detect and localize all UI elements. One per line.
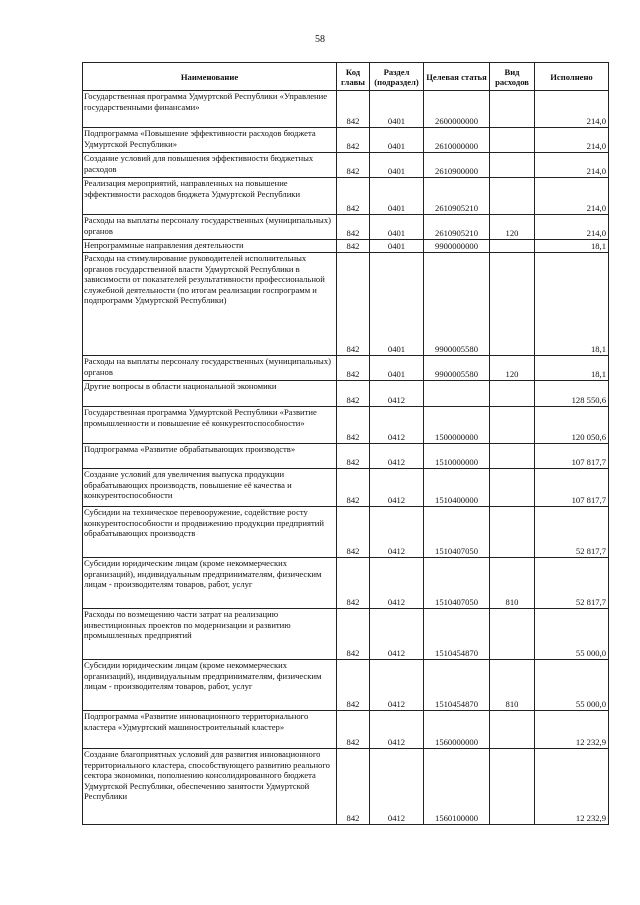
row-razdel: 0412	[370, 749, 424, 825]
table-row	[83, 215, 609, 240]
row-kod: 842	[337, 178, 370, 215]
row-name: Создание благоприятных условий для развития инновационного территориального кластера, способствующего развитию реального сектора экономики, пополнению консолидированного бюджета Удмуртской Республики, обеспечению занятости Удмуртской Республики	[83, 749, 337, 825]
row-kod: 842	[337, 153, 370, 178]
row-vid	[490, 711, 535, 749]
row-vid: 810	[490, 660, 535, 711]
row-ispolneno: 18,1	[535, 240, 609, 253]
row-statya: 1510400000	[424, 469, 490, 507]
row-kod: 842	[337, 469, 370, 507]
row-ispolneno: 55 000,0	[535, 609, 609, 660]
header-statya: Целевая статья	[424, 63, 490, 91]
table-row	[83, 153, 609, 178]
row-statya: 2610905210	[424, 215, 490, 240]
table-row	[83, 178, 609, 215]
row-ispolneno: 52 817,7	[535, 507, 609, 558]
row-ispolneno: 52 817,7	[535, 558, 609, 609]
row-kod: 842	[337, 558, 370, 609]
row-ispolneno: 214,0	[535, 178, 609, 215]
table-header-row	[83, 63, 609, 91]
row-ispolneno: 107 817,7	[535, 469, 609, 507]
row-vid	[490, 128, 535, 153]
row-razdel: 0401	[370, 356, 424, 381]
row-razdel: 0412	[370, 444, 424, 469]
row-razdel: 0412	[370, 660, 424, 711]
row-name: Реализация мероприятий, направленных на повышение эффективности расходов бюджета Удмуртской Республики	[83, 178, 337, 215]
row-vid	[490, 407, 535, 444]
row-ispolneno: 214,0	[535, 153, 609, 178]
row-statya: 1510407050	[424, 507, 490, 558]
row-name: Подпрограмма «Повышение эффективности расходов бюджета Удмуртской Республики»	[83, 128, 337, 153]
row-razdel: 0412	[370, 469, 424, 507]
row-name: Подпрограмма «Развитие инновационного территориального кластера «Удмуртский машиностроительный кластер»	[83, 711, 337, 749]
row-razdel: 0412	[370, 609, 424, 660]
header-ispolneno: Исполнено	[535, 63, 609, 91]
table-row	[83, 128, 609, 153]
row-statya: 9900005580	[424, 356, 490, 381]
row-name: Создание условий для увеличения выпуска продукции обрабатывающих производств, повышение её качества и конкурентоспособности	[83, 469, 337, 507]
row-vid	[490, 749, 535, 825]
row-name: Расходы на стимулирование руководителей исполнительных органов государственной власти Удмуртской Республики в зависимости от показателей результативности профессиональной служебной деятельности (по итогам реализации госпрограмм и подпрограмм Удмуртской Республики)	[83, 253, 337, 356]
table-row	[83, 660, 609, 711]
row-razdel: 0412	[370, 507, 424, 558]
table-row	[83, 356, 609, 381]
row-name: Субсидии юридическим лицам (кроме некоммерческих организаций), индивидуальным предпринимателям, физическим лицам - производителям товаров, работ, услуг	[83, 558, 337, 609]
row-statya: 2610000000	[424, 128, 490, 153]
row-vid	[490, 609, 535, 660]
row-statya: 1510454870	[424, 660, 490, 711]
row-kod: 842	[337, 444, 370, 469]
row-statya: 1510407050	[424, 558, 490, 609]
row-kod: 842	[337, 507, 370, 558]
table-row	[83, 749, 609, 825]
row-name: Подпрограмма «Развитие обрабатывающих производств»	[83, 444, 337, 469]
row-name: Создание условий для повышения эффективности бюджетных расходов	[83, 153, 337, 178]
header-kod: Код главы	[337, 63, 370, 91]
row-razdel: 0401	[370, 153, 424, 178]
row-kod: 842	[337, 215, 370, 240]
table-row	[83, 558, 609, 609]
row-ispolneno: 214,0	[535, 91, 609, 128]
row-ispolneno: 12 232,9	[535, 749, 609, 825]
table-row	[83, 507, 609, 558]
row-vid	[490, 253, 535, 356]
row-razdel: 0401	[370, 178, 424, 215]
row-razdel: 0412	[370, 558, 424, 609]
row-statya: 1510454870	[424, 609, 490, 660]
row-ispolneno: 214,0	[535, 215, 609, 240]
row-statya: 1500000000	[424, 407, 490, 444]
row-ispolneno: 107 817,7	[535, 444, 609, 469]
row-razdel: 0412	[370, 407, 424, 444]
table-row	[83, 469, 609, 507]
table-row	[83, 711, 609, 749]
row-razdel: 0412	[370, 381, 424, 407]
row-vid	[490, 178, 535, 215]
row-vid	[490, 153, 535, 178]
row-statya: 1560100000	[424, 749, 490, 825]
row-ispolneno: 120 050,6	[535, 407, 609, 444]
row-kod: 842	[337, 91, 370, 128]
row-name: Расходы на выплаты персоналу государственных (муниципальных) органов	[83, 356, 337, 381]
row-name: Государственная программа Удмуртской Республики «Управление государственными финансами»	[83, 91, 337, 128]
row-kod: 842	[337, 407, 370, 444]
row-vid	[490, 469, 535, 507]
row-kod: 842	[337, 128, 370, 153]
row-name: Расходы на выплаты персоналу государственных (муниципальных) органов	[83, 215, 337, 240]
row-razdel: 0401	[370, 128, 424, 153]
row-statya: 1560000000	[424, 711, 490, 749]
table-row	[83, 407, 609, 444]
row-kod: 842	[337, 609, 370, 660]
row-vid	[490, 381, 535, 407]
table-row	[83, 240, 609, 253]
row-ispolneno: 55 000,0	[535, 660, 609, 711]
row-kod: 842	[337, 356, 370, 381]
row-ispolneno: 18,1	[535, 253, 609, 356]
row-statya: 2600000000	[424, 91, 490, 128]
row-razdel: 0401	[370, 91, 424, 128]
row-statya: 9900000000	[424, 240, 490, 253]
budget-table	[82, 62, 609, 825]
table-row	[83, 91, 609, 128]
row-razdel: 0412	[370, 711, 424, 749]
table-row	[83, 609, 609, 660]
row-name: Субсидии на техническое перевооружение, содействие росту конкурентоспособности и продвижению продукции предприятий обрабатывающих производств	[83, 507, 337, 558]
row-ispolneno: 18,1	[535, 356, 609, 381]
row-vid	[490, 91, 535, 128]
row-vid: 810	[490, 558, 535, 609]
row-razdel: 0401	[370, 215, 424, 240]
row-name: Субсидии юридическим лицам (кроме некоммерческих организаций), индивидуальным предпринимателям, физическим лицам - производителям товаров, работ, услуг	[83, 660, 337, 711]
row-vid	[490, 507, 535, 558]
row-kod: 842	[337, 749, 370, 825]
row-statya	[424, 381, 490, 407]
table-row	[83, 253, 609, 356]
row-name: Другие вопросы в области национальной экономики	[83, 381, 337, 407]
row-name: Государственная программа Удмуртской Республики «Развитие промышленности и повышение её конкурентоспособности»	[83, 407, 337, 444]
row-ispolneno: 214,0	[535, 128, 609, 153]
row-kod: 842	[337, 253, 370, 356]
row-kod: 842	[337, 660, 370, 711]
table-row	[83, 444, 609, 469]
row-statya: 2610900000	[424, 153, 490, 178]
header-vid: Вид расходов	[490, 63, 535, 91]
row-name: Расходы по возмещению части затрат на реализацию инвестиционных проектов по модернизации и развитию промышленных предприятий	[83, 609, 337, 660]
table-row	[83, 381, 609, 407]
row-razdel: 0401	[370, 253, 424, 356]
row-statya: 9900005580	[424, 253, 490, 356]
header-name: Наименование	[83, 63, 337, 91]
row-ispolneno: 12 232,9	[535, 711, 609, 749]
row-kod: 842	[337, 240, 370, 253]
row-vid	[490, 444, 535, 469]
row-kod: 842	[337, 381, 370, 407]
row-statya: 1510000000	[424, 444, 490, 469]
header-razdel: Раздел (подраздел)	[370, 63, 424, 91]
row-ispolneno: 128 550,6	[535, 381, 609, 407]
page-number: 58	[315, 34, 325, 45]
row-statya: 2610905210	[424, 178, 490, 215]
row-vid: 120	[490, 356, 535, 381]
row-name: Непрограммные направления деятельности	[83, 240, 337, 253]
row-vid	[490, 240, 535, 253]
row-razdel: 0401	[370, 240, 424, 253]
row-kod: 842	[337, 711, 370, 749]
row-vid: 120	[490, 215, 535, 240]
